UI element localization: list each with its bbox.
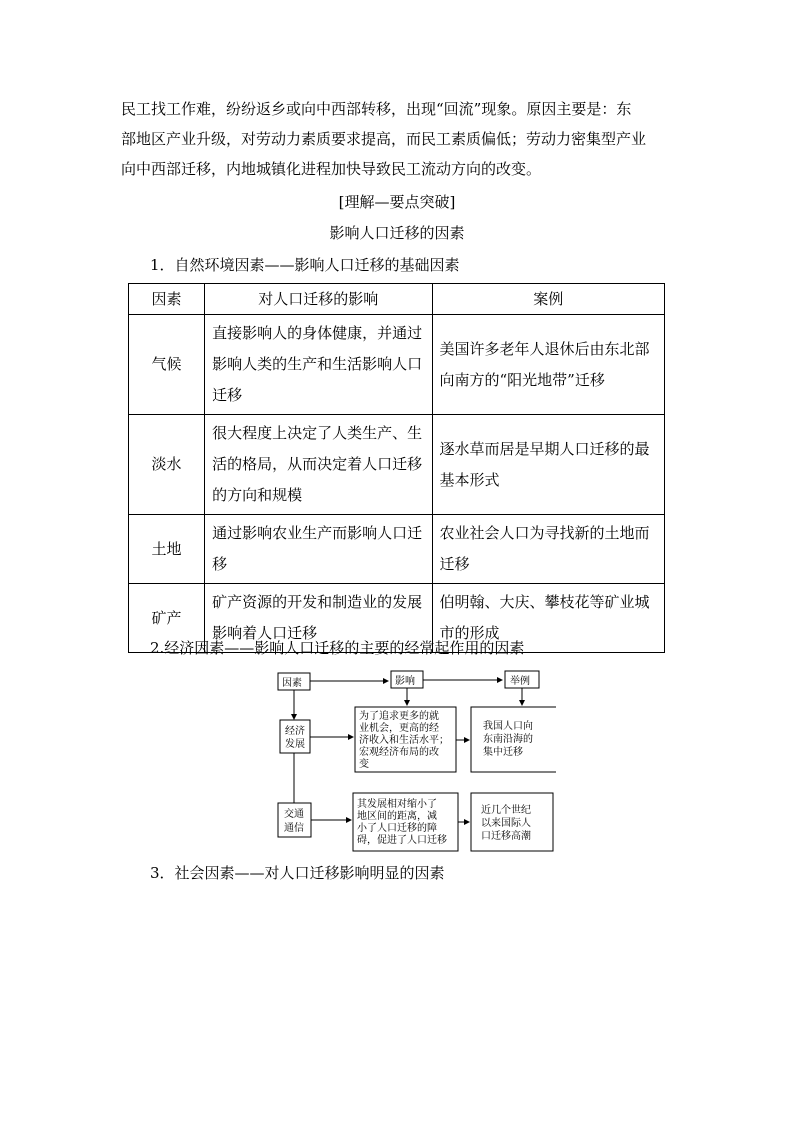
intro-line: 向中西部迁移，内地城镇化进程加快导致民工流动方向的改变。 <box>121 160 542 178</box>
cell-factor: 淡水 <box>129 415 205 515</box>
header-factor: 因素 <box>129 284 205 315</box>
effect1-line: 变 <box>359 759 369 770</box>
example2-line: 以来国际人 <box>481 818 531 829</box>
effect1-line: 业机会，更高的经 <box>359 723 439 734</box>
effect1-line: 济收入和生活水平； <box>359 735 449 746</box>
effect2-line: 小了人口迁移的障 <box>357 823 437 834</box>
label-factor: 因素 <box>282 678 302 689</box>
cell-influence: 通过影响农业生产而影响人口迁移 <box>205 515 432 584</box>
cell-influence: 很大程度上决定了人类生产、生活的格局，从而决定着人口迁移的方向和规模 <box>205 415 432 515</box>
natural-factors-table <box>128 283 665 653</box>
example1-line: 东南沿海的 <box>483 734 533 745</box>
section-title: 影响人口迁移的因素 <box>329 224 465 242</box>
cell-example: 农业社会人口为寻找新的土地而迁移 <box>432 515 664 584</box>
example2-line: 近几个世纪 <box>481 805 531 816</box>
section-bracket: [理解—要点突破] <box>338 193 456 211</box>
effect2-line: 地区间的距离，减 <box>357 811 437 822</box>
factor1-line: 经济 <box>285 726 305 737</box>
cell-factor: 矿产 <box>129 584 205 653</box>
heading-social-factors: 3．社会因素——对人口迁移影响明显的因素 <box>150 864 445 882</box>
header-influence: 对人口迁移的影响 <box>205 284 432 315</box>
heading-natural-factors: 1．自然环境因素——影响人口迁移的基础因素 <box>150 256 460 274</box>
cell-influence: 直接影响人的身体健康，并通过影响人类的生产和生活影响人口迁移 <box>205 315 432 415</box>
cell-factor: 气候 <box>129 315 205 415</box>
cell-factor: 土地 <box>129 515 205 584</box>
example2-line: 口迁移高潮 <box>481 831 531 842</box>
factor1-line: 发展 <box>285 739 305 750</box>
label-example: 举例 <box>510 676 530 687</box>
table-header-row <box>129 284 665 315</box>
cell-example: 逐水草而居是早期人口迁移的最基本形式 <box>432 415 664 515</box>
table-row <box>129 315 665 415</box>
intro-paragraph <box>121 94 676 184</box>
economic-factors-diagram <box>276 667 556 857</box>
table-row <box>129 415 665 515</box>
cell-example: 伯明翰、大庆、攀枝花等矿业城市的形成 <box>432 584 664 653</box>
effect2-line: 其发展相对缩小了 <box>357 799 437 810</box>
header-example: 案例 <box>432 284 664 315</box>
effect2-line: 碍，促进了人口迁移 <box>357 835 447 846</box>
effect1-line: 为了追求更多的就 <box>359 711 439 722</box>
heading-economic-factors: 2.经济因素——影响人口迁移的主要的经常起作用的因素 <box>150 639 525 657</box>
table-row <box>129 515 665 584</box>
factor2-line: 交通 <box>284 809 304 820</box>
cell-example: 美国许多老年人退休后由东北部向南方的“阳光地带”迁移 <box>432 315 664 415</box>
cell-influence: 矿产资源的开发和制造业的发展影响着人口迁移 <box>205 584 432 653</box>
effect1-line: 宏观经济布局的改 <box>359 747 439 758</box>
example1-line: 我国人口向 <box>483 721 533 732</box>
intro-line: 部地区产业升级，对劳动力素质要求提高，而民工素质偏低；劳动力密集型产业 <box>121 130 647 148</box>
intro-line: 民工找工作难，纷纷返乡或向中西部转移，出现“回流”现象。原因主要是：东 <box>121 100 632 118</box>
example1-line: 集中迁移 <box>483 747 523 758</box>
label-effect: 影响 <box>395 676 415 687</box>
factor2-line: 通信 <box>284 823 304 834</box>
